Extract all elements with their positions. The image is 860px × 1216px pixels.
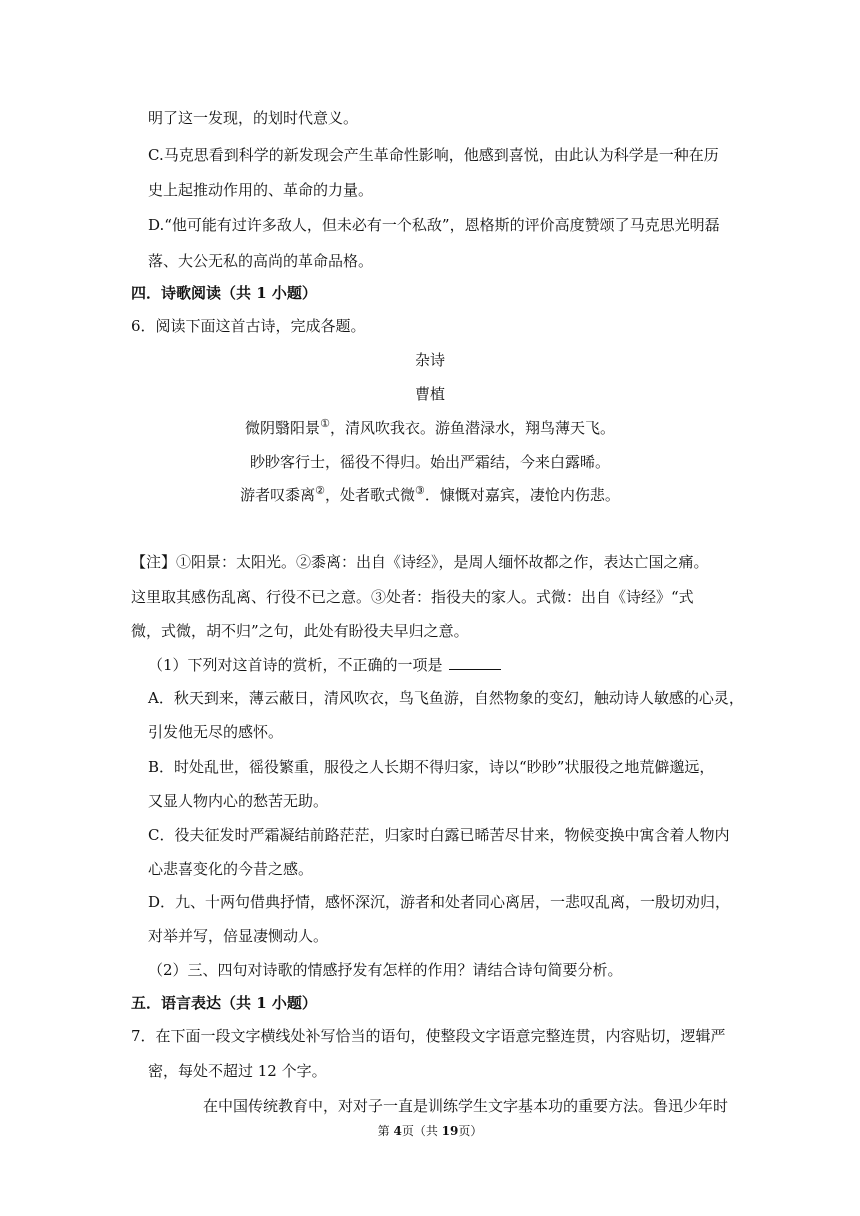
option-d-line2: 落、大公无私的高尚的革命品格。 bbox=[148, 252, 374, 270]
poem-text: ．慷慨对嘉宾，凄怆内伤悲。 bbox=[424, 486, 620, 504]
poem-line-3 bbox=[0, 485, 860, 507]
option-a-line2: 引发他无尽的感怀。 bbox=[148, 723, 284, 741]
option-c-line1: C.马克思看到科学的新发现会产生革命性影响，他感到喜悦，由此认为科学是一种在历 bbox=[148, 146, 719, 164]
section-heading-language: 五．语言表达（共 1 小题） bbox=[131, 994, 317, 1012]
question-7-line2: 密，每处不超过 12 个字。 bbox=[148, 1062, 327, 1080]
note-marker-1: ① bbox=[320, 417, 330, 430]
poem-author: 曹植 bbox=[414, 385, 445, 403]
question-6: 6．阅读下面这首古诗，完成各题。 bbox=[131, 317, 366, 335]
footer-mid: 页（共 bbox=[401, 1124, 442, 1138]
poem-line-2: 眇眇客行士，徭役不得归。始出严霜结，今来白露晞。 bbox=[249, 453, 610, 471]
notes-line1: 【注】①阳景：太阳光。②黍离：出自《诗经》，是周人缅怀故都之作，表达亡国之痛。 bbox=[131, 553, 709, 571]
poem-text: ，清风吹我衣。游鱼潜渌水，翔鸟薄天飞。 bbox=[329, 419, 615, 437]
note-marker-3: ③ bbox=[415, 484, 425, 497]
option-b-line1: B．时处乱世，徭役繁重，服役之人长期不得归家，诗以“眇眇”状服役之地荒僻邈远， bbox=[148, 758, 715, 776]
passage-line: 在中国传统教育中，对对子一直是训练学生文字基本功的重要方法。鲁迅少年时 bbox=[203, 1097, 729, 1115]
section-heading-poetry: 四．诗歌阅读（共 1 小题） bbox=[131, 284, 317, 302]
poem-text: ，处者歌式微 bbox=[324, 486, 415, 504]
subquestion-1 bbox=[148, 655, 501, 675]
page-footer bbox=[0, 1121, 860, 1141]
text-line: 明了这一发现，的划时代意义。 bbox=[148, 109, 359, 127]
poem-title: 杂诗 bbox=[414, 351, 445, 369]
option-a-line1: A．秋天到来，薄云蔽日，清风吹衣，鸟飞鱼游，自然物象的变幻，触动诗人敏感的心灵， bbox=[148, 689, 744, 707]
option-c-line2: 心悲喜变化的今昔之感。 bbox=[148, 860, 314, 878]
answer-blank bbox=[449, 655, 501, 670]
option-c-line2: 史上起推动作用的、革命的力量。 bbox=[148, 181, 374, 199]
page-number: 4 bbox=[393, 1124, 402, 1138]
option-d-line1: D．九、十两句借典抒情，感怀深沉，游者和处者同心离居，一悲叹乱离，一殷切劝归， bbox=[148, 893, 731, 911]
option-b-line2: 又显人物内心的愁苦无助。 bbox=[148, 792, 329, 810]
poem-text: 游者叹黍离 bbox=[240, 486, 316, 504]
footer-prefix: 第 bbox=[377, 1124, 394, 1138]
option-d-line2: 对举并写，倍显凄恻动人。 bbox=[148, 927, 329, 945]
option-c-line1: C．役夫征发时严霜凝结前路茫茫，归家时白露已晞苦尽甘来，物候变换中寓含着人物内 bbox=[148, 826, 730, 844]
subquestion-1-text: （1）下列对这首诗的赏析，不正确的一项是 bbox=[148, 656, 443, 674]
footer-suffix: 页） bbox=[458, 1124, 483, 1138]
notes-line3: 微，式微，胡不归”之句，此处有盼役夫早归之意。 bbox=[131, 622, 469, 640]
poem-line-1 bbox=[0, 418, 860, 440]
subquestion-2: （2）三、四句对诗歌的情感抒发有怎样的作用？请结合诗句简要分析。 bbox=[148, 961, 623, 979]
total-pages: 19 bbox=[441, 1124, 459, 1138]
note-marker-2: ② bbox=[315, 484, 325, 497]
notes-line2: 这里取其感伤乱离、行役不已之意。③处者：指役夫的家人。式微：出自《诗经》“式 bbox=[131, 588, 694, 606]
option-d-line1: D.“他可能有过许多敌人，但未必有一个私敌”，恩格斯的评价高度赞颂了马克思光明磊 bbox=[148, 216, 720, 234]
poem-text: 微阴翳阳景 bbox=[245, 419, 321, 437]
question-7-line1: 7．在下面一段文字横线处补写恰当的语句，使整段文字语意完整连贯，内容贴切，逻辑严 bbox=[131, 1027, 726, 1045]
